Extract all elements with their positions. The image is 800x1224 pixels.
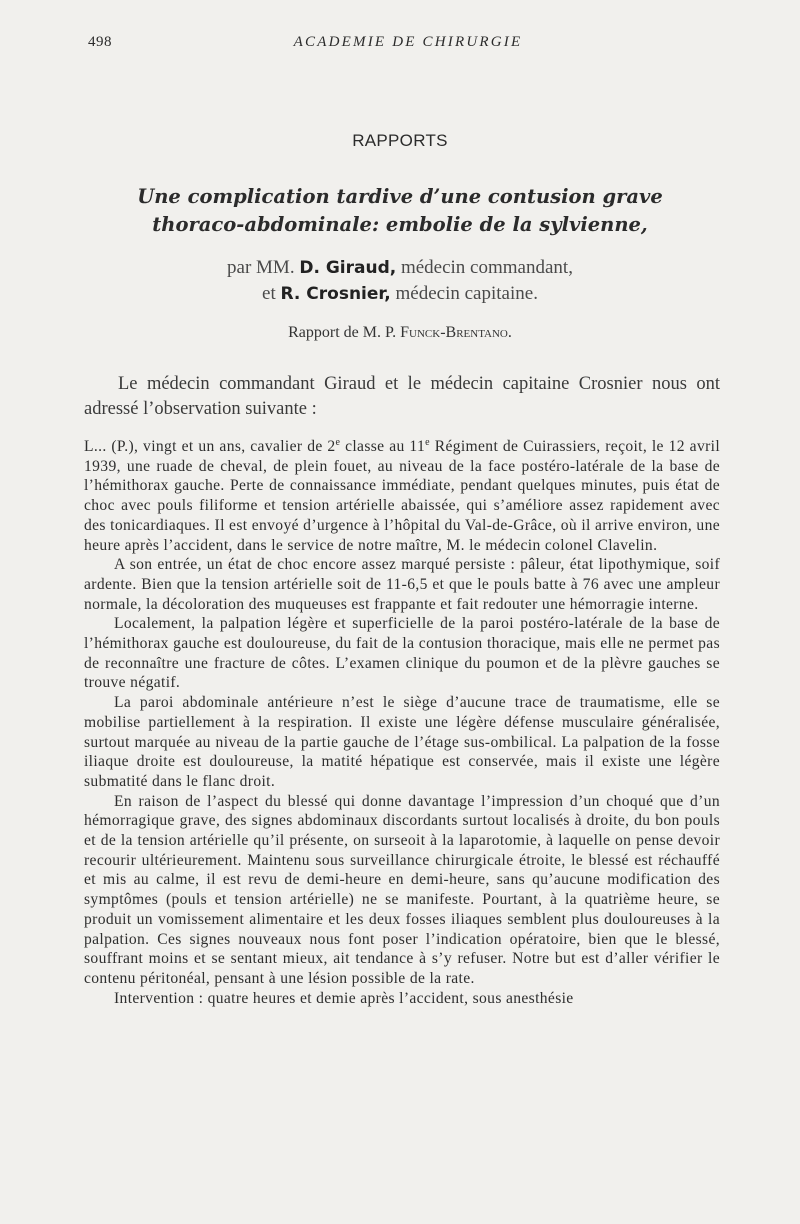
authors-line-1 bbox=[100, 255, 700, 281]
authors-prefix: par MM. bbox=[227, 257, 295, 278]
paragraph: Intervention : quatre heures et demie après l’accident, sous anesthésie bbox=[114, 989, 574, 1007]
paragraph: La paroi abdominale antérieure n’est le siège d’aucune trace de traumatisme, elle se mobilise partiellement à la respiration. Il existe une légère défense musculaire généralisée, surtout marquée au niveau de la partie gauche de l’étage sus-ombilical. La palpation de la fosse iliaque droite est douloureuse, la matité hépatique est conservée, mais il existe une légère submatité dans le flanc droit. bbox=[84, 694, 720, 790]
superscript: e bbox=[335, 436, 341, 448]
text-run: Régiment de Cuirassiers, reçoit, le 12 avril 1939, une ruade de cheval, de plein fouet, au niveau de la face postéro-latérale de la base de l’hémithorax gauche. Perte de connaissance immédiate, pendant quelques minutes, puis état de choc avec pouls filiforme et tension artérielle abaissée, qui s’améliore assez rapidement avec des tonicardiaques. Il est envoyé d’urgence à l’hôpital du Val-de-Grâce, où il arrive environ, une heure après l’accident, dans le service de notre maître, M. le médecin colonel Clavelin. bbox=[84, 438, 720, 554]
rapporteur-name: Funck-Brentano. bbox=[400, 324, 512, 341]
superscript: e bbox=[425, 436, 430, 448]
page-number: 498 bbox=[88, 34, 112, 50]
article-title-line-1: Une complication tardive d’une contusion grave bbox=[137, 185, 663, 208]
authors bbox=[100, 255, 700, 307]
intro-paragraph: Le médecin commandant Giraud et le médecin capitaine Crosnier nous ont adressé l’observation suivante : bbox=[84, 374, 720, 419]
paragraph: Localement, la palpation légère et superficielle de la paroi postéro-latérale de la base de l’hémithorax gauche est douloureuse, du fait de la contusion thoracique, mais elle ne permet pas de reconnaître une fracture de côtes. L’examen clinique du poumon et de la plèvre gauches se trouve négatif. bbox=[84, 615, 720, 692]
author-2-name: R. Crosnier, bbox=[280, 284, 391, 304]
authors-line-2 bbox=[100, 281, 700, 307]
paragraph: En raison de l’aspect du blessé qui donne davantage l’impression d’un choqué que d’un hémorragique grave, des signes abdominaux discordants surtout localisés à droite, du bon pouls et de la tension artérielle qu’il présente, on surseoit à la laparotomie, à laquelle on pense devoir recourir ultérieurement. Maintenu sous surveillance chirurgicale étroite, le blessé est réchauffé et mis au calme, il est revu de demi-heure en demi-heure, sans qu’aucune modification des symptômes (pouls et tension artérielle) ne se manifeste. Pourtant, à la quatrième heure, se produit un vomissement alimentaire et les deux fosses iliaques semblent plus douloureuses à la palpation. Ces signes nouveaux nous font poser l’indication opératoire, bien que le blessé, souffrant moins et se sentant mieux, ait tendance à s’y refuser. Notre but est d’aller vérifier le contenu péritonéal, pensant à une lésion possible de la rate. bbox=[84, 792, 720, 987]
author-1-name: D. Giraud, bbox=[299, 258, 397, 278]
authors-conjunction: et bbox=[262, 283, 276, 304]
rapporteur-line bbox=[0, 324, 800, 342]
rapporteur-prefix: Rapport de M. P. bbox=[288, 324, 397, 341]
running-title: ACADEMIE DE CHIRURGIE bbox=[293, 34, 523, 50]
paragraph-observation bbox=[84, 437, 720, 555]
text-run: L... (P.), vingt et un ans, cavalier de 2 bbox=[84, 438, 336, 455]
article-title bbox=[100, 183, 700, 239]
text-run: classe au 11 bbox=[340, 438, 426, 455]
author-2-role: médecin capitaine. bbox=[395, 283, 538, 304]
page-header bbox=[88, 34, 728, 58]
paragraph: A son entrée, un état de choc encore assez marqué persiste : pâleur, état lipothymique, soif ardente. Bien que la tension artérielle soit de 11-6,5 et que le pouls batte à 76 avec une ampleur normale, la décoloration des muqueuses est frappante et fait redouter une hémorragie interne. bbox=[84, 556, 720, 613]
article-title-line-2: thoraco-abdominale: embolie de la sylvienne, bbox=[152, 213, 648, 236]
body-text bbox=[84, 437, 720, 1008]
author-1-role: médecin commandant, bbox=[400, 257, 573, 278]
section-title: RAPPORTS bbox=[352, 131, 448, 150]
